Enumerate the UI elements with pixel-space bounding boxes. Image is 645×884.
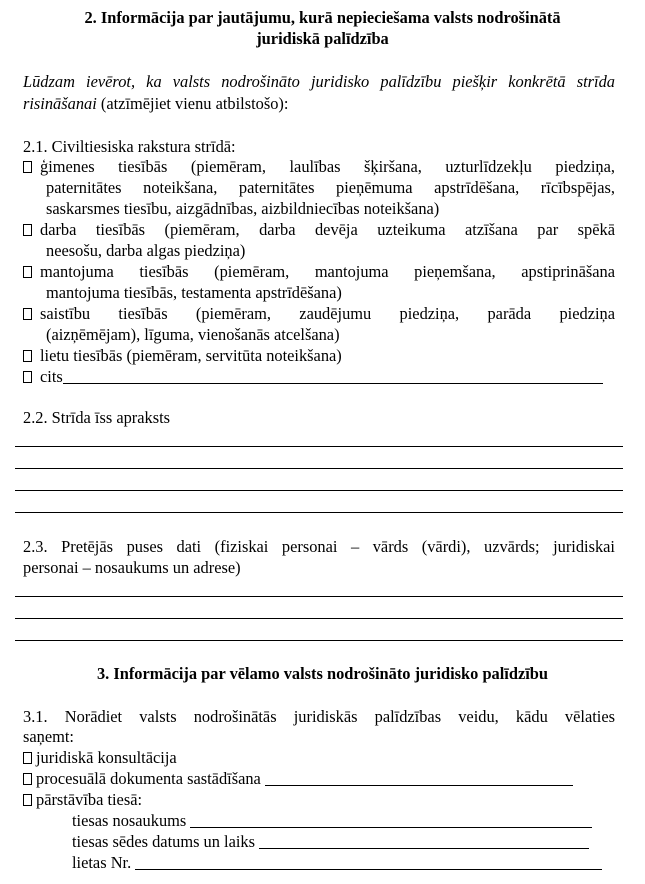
intro-italic-word: risināšanai bbox=[23, 94, 97, 113]
option-inherit-line2: mantojuma tiesībās, testamenta apstrīdēšana) bbox=[46, 283, 342, 302]
option-inherit-line1: mantojuma tiesībās (piemēram, mantojuma pieņemšana, apstiprināšana bbox=[40, 262, 615, 281]
description-line-4[interactable] bbox=[15, 512, 623, 513]
option-property-row bbox=[23, 346, 615, 366]
q23-line2: personai – nosaukums un adrese) bbox=[23, 558, 241, 577]
q23-line1: 2.3. Pretējās puses dati (fiziskai personai – vārds (vārdi), uzvārds; juridiskai bbox=[23, 537, 615, 556]
opponent-line-1[interactable] bbox=[15, 596, 623, 597]
section-3-title: 3. Informācija par vēlamo valsts nodrošināto juridisko palīdzību bbox=[96, 664, 549, 683]
option-labor-line1: darba tiesībās (piemēram, darba devēja uzteikuma atzīšana par spēkā bbox=[40, 220, 615, 239]
option-consult-row bbox=[23, 748, 615, 768]
section-2-title-line1: 2. Informācija par jautājumu, kurā nepieciešama valsts nodrošinātā bbox=[84, 8, 561, 27]
checkbox-property[interactable] bbox=[23, 350, 32, 362]
option-other-label: cits bbox=[40, 367, 63, 386]
option-court-label: pārstāvība tiesā: bbox=[36, 790, 143, 809]
intro-line2 bbox=[23, 94, 615, 114]
option-property-label: lietu tiesībās (piemēram, servitūta noteikšana) bbox=[40, 346, 342, 365]
option-family-line2: paternitātes noteikšana, paternitātes pieņēmuma apstrīdēšana, rīcībspējas, bbox=[46, 178, 615, 197]
opponent-line-3[interactable] bbox=[15, 640, 623, 641]
option-document-label: procesuālā dokumenta sastādīšana bbox=[36, 769, 261, 788]
opponent-line-2[interactable] bbox=[15, 618, 623, 619]
description-line-3[interactable] bbox=[15, 490, 623, 491]
court-name-input-line[interactable] bbox=[190, 813, 592, 828]
intro-line1: Lūdzam ievērot, ka valsts nodrošināto juridisko palīdzību piešķir konkrētā strīda bbox=[23, 72, 615, 91]
checkbox-consult[interactable] bbox=[23, 752, 32, 764]
option-family-line1: ģimenes tiesībās (piemēram, laulības šķiršana, uzturlīdzekļu piedziņa, bbox=[40, 157, 615, 176]
option-oblig-line1: saistību tiesībās (piemēram, zaudējumu piedziņa, parāda piedziņa bbox=[40, 304, 615, 323]
q31-line2: saņemt: bbox=[23, 727, 74, 746]
court-date-row bbox=[72, 832, 645, 852]
description-line-1[interactable] bbox=[15, 446, 623, 447]
court-name-label: tiesas nosaukums bbox=[72, 811, 187, 830]
option-oblig-line2: (aizņēmējam), līguma, vienošanās atcelšana) bbox=[46, 325, 340, 344]
option-document-row bbox=[23, 769, 615, 789]
q21-label: 2.1. Civiltiesiska rakstura strīdā: bbox=[23, 137, 236, 156]
court-date-label: tiesas sēdes datums un laiks bbox=[72, 832, 256, 851]
q31-line1: 3.1. Norādiet valsts nodrošinātās juridiskās palīdzības veidu, kādu vēlaties bbox=[23, 707, 615, 726]
court-name-row bbox=[72, 811, 645, 831]
option-inherit-row bbox=[23, 262, 615, 282]
option-labor-line2: neesošu, darba algas piedziņa) bbox=[46, 241, 246, 260]
checkbox-inherit[interactable] bbox=[23, 266, 32, 278]
court-date-input-line[interactable] bbox=[259, 834, 589, 849]
intro-rest: (atzīmējiet vienu atbilstošo): bbox=[96, 94, 289, 113]
option-oblig-row bbox=[23, 304, 615, 324]
document-input-line[interactable] bbox=[265, 771, 573, 786]
checkbox-other[interactable] bbox=[23, 371, 32, 383]
option-family-line3: saskarsmes tiesību, aizgādnības, aizbildniecības noteikšana) bbox=[46, 199, 440, 218]
option-family-row bbox=[23, 157, 615, 177]
case-no-input-line[interactable] bbox=[135, 855, 602, 870]
option-other-row bbox=[23, 367, 615, 387]
checkbox-oblig[interactable] bbox=[23, 308, 32, 320]
option-consult-label: juridiskā konsultācija bbox=[36, 748, 177, 767]
q22-label: 2.2. Strīda īss apraksts bbox=[23, 408, 171, 427]
section-2-title-line2: juridiskā palīdzība bbox=[256, 29, 389, 48]
checkbox-court[interactable] bbox=[23, 794, 32, 806]
other-input-line[interactable] bbox=[63, 369, 603, 384]
checkbox-family[interactable] bbox=[23, 161, 32, 173]
case-no-label: lietas Nr. bbox=[72, 853, 132, 872]
case-no-row bbox=[72, 853, 645, 873]
option-labor-row bbox=[23, 220, 615, 240]
option-court-row bbox=[23, 790, 615, 810]
description-line-2[interactable] bbox=[15, 468, 623, 469]
checkbox-labor[interactable] bbox=[23, 224, 32, 236]
checkbox-document[interactable] bbox=[23, 773, 32, 785]
